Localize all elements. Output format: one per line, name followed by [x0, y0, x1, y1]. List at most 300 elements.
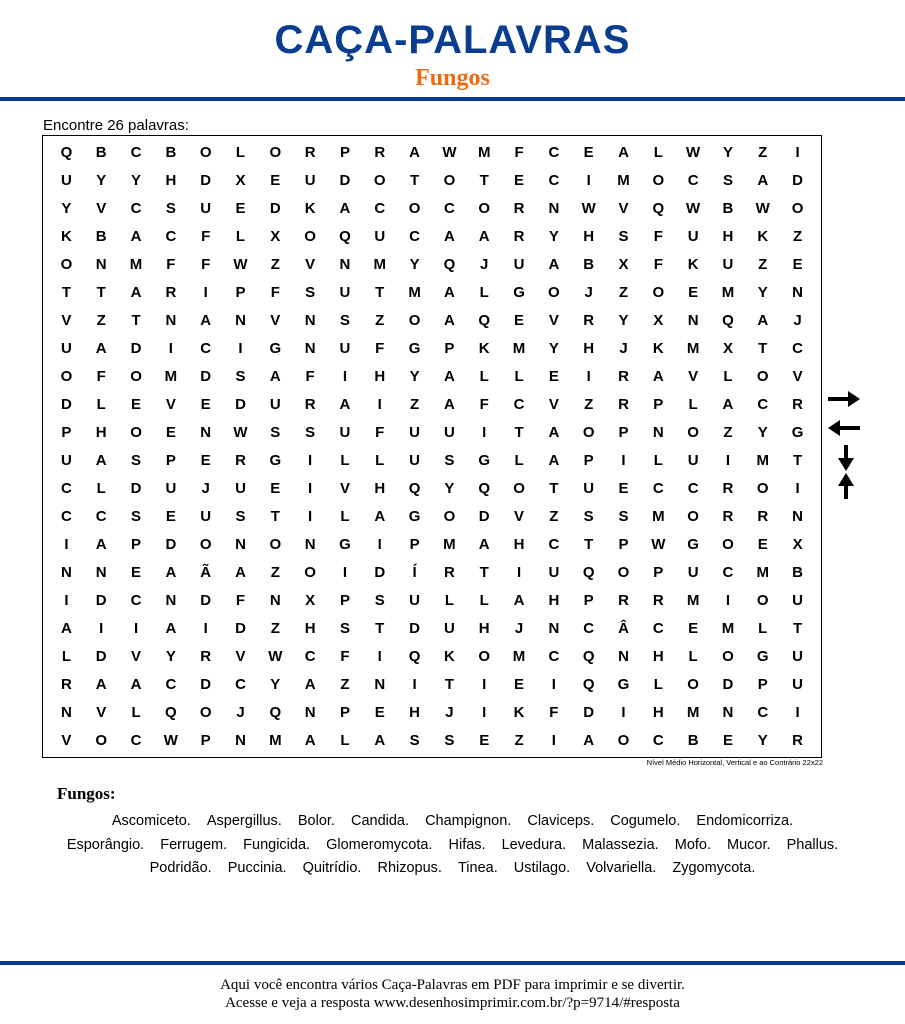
grid-letter: O [269, 536, 282, 554]
grid-letter: R [722, 508, 734, 526]
grid-letter: K [478, 339, 490, 357]
grid-letter: W [686, 143, 701, 161]
grid-letter: G [408, 339, 421, 357]
word-list-item: Ascomiceto. [111, 813, 191, 829]
grid-letter: Ã [200, 564, 212, 582]
grid-letter: F [270, 283, 280, 301]
grid-letter: A [478, 227, 490, 245]
grid-letter: G [617, 676, 630, 694]
footer-line-2: Acesse e veja a resposta www.desenhosimprimir.com.br/?p=9714/#resposta [225, 995, 680, 1011]
grid-letter: V [270, 311, 281, 329]
grid-letter: C [652, 732, 664, 750]
grid-letter: P [61, 423, 72, 441]
grid-letter: S [339, 311, 350, 329]
grid-letter: O [443, 508, 456, 526]
grid-letter: Z [758, 255, 768, 273]
grid-letter: U [409, 423, 420, 441]
grid-letter: P [339, 143, 350, 161]
grid-letter: Z [758, 143, 768, 161]
grid-letter: U [339, 423, 351, 441]
grid-letter: D [583, 704, 595, 722]
grid-letter: C [757, 704, 769, 722]
grid-letter: V [61, 732, 72, 750]
grid-letter: M [686, 592, 700, 610]
grid-letter: A [548, 452, 560, 469]
grid-letter: C [130, 592, 142, 610]
word-list-item: Puccinia. [227, 860, 287, 876]
grid-letter: T [375, 283, 385, 301]
grid-letter: R [722, 480, 734, 498]
grid-letter: I [99, 620, 104, 638]
grid-letter: U [548, 564, 560, 582]
grid-letter: O [199, 704, 212, 722]
grid-letter: O [130, 367, 142, 385]
grid-letter: T [792, 452, 803, 469]
grid-letter: C [513, 395, 525, 413]
word-list-item: Claviceps. [527, 813, 595, 829]
grid-letter: D [130, 480, 142, 498]
grid-letter: H [548, 592, 560, 610]
grid-letter: T [514, 423, 524, 441]
word-list-item: Volvariella. [586, 860, 657, 876]
grid-letter: E [688, 620, 699, 638]
grid-letter: H [374, 367, 386, 385]
grid-letter: A [165, 564, 177, 582]
grid-letter: M [443, 536, 456, 554]
grid-letter: A [339, 199, 351, 217]
grid-letter: C [652, 480, 664, 498]
grid-letter: U [687, 452, 699, 469]
grid-letter: A [130, 227, 142, 245]
grid-letter: F [653, 227, 663, 245]
grid-letter: R [618, 367, 629, 385]
grid-letter: C [60, 508, 72, 526]
grid-letter: J [445, 704, 454, 722]
grid-letter: X [792, 536, 803, 554]
grid-letter: N [722, 704, 734, 722]
grid-letter: S [235, 508, 246, 526]
grid-letter: P [618, 536, 629, 554]
grid-letter: I [377, 536, 382, 554]
grid-letter: F [653, 255, 663, 273]
grid-letter: V [61, 311, 72, 329]
grid-letter: S [235, 367, 246, 385]
grid-letter: A [618, 143, 629, 161]
grid-letter: A [95, 452, 107, 469]
grid-letter: T [375, 620, 385, 638]
grid-letter: R [200, 648, 212, 666]
grid-letter: N [652, 423, 664, 441]
grid-letter: Q [408, 648, 421, 666]
grid-letter: Y [757, 732, 768, 750]
page-title: CAÇA-PALAVRAS [274, 18, 631, 62]
grid-letter: I [482, 423, 487, 441]
grid-letter: E [618, 480, 629, 498]
grid-letter: A [409, 143, 420, 161]
grid-letter: Q [478, 480, 491, 498]
grid-letter: V [131, 648, 142, 666]
grid-letter: A [374, 508, 386, 526]
grid-letter: H [165, 171, 177, 189]
grid-letter: Z [723, 423, 733, 441]
grid-letter: O [408, 199, 421, 217]
grid-letter: M [721, 283, 735, 301]
word-list-item: Fungicida. [243, 836, 311, 853]
grid-letter: C [304, 648, 316, 666]
grid-letter: A [583, 732, 595, 750]
word-list-item: Zygomycota. [672, 860, 756, 876]
grid-letter: C [583, 620, 595, 638]
grid-letter: U [513, 255, 525, 273]
grid-letter: Y [548, 227, 559, 245]
grid-letter: R [165, 283, 177, 301]
grid-letter: J [584, 283, 593, 301]
grid-letter: B [583, 255, 595, 273]
grid-letter: O [443, 171, 456, 189]
grid-letter: L [479, 283, 489, 301]
grid-letter: A [757, 171, 769, 189]
grid-letter: F [166, 255, 176, 273]
grid-letter: N [304, 536, 316, 554]
word-list-item: Candida. [350, 813, 410, 829]
grid-letter: L [96, 480, 106, 498]
word-list-item: Bolor. [297, 813, 335, 829]
grid-letter: L [340, 508, 350, 526]
arrow-right-icon [827, 390, 861, 408]
grid-letter: I [725, 592, 731, 610]
grid-letter: C [235, 676, 246, 694]
grid-letter: N [235, 732, 246, 750]
grid-letter: M [617, 171, 630, 189]
grid-letter: Y [61, 199, 72, 217]
grid-letter: X [235, 171, 246, 189]
grid-letter: A [165, 620, 177, 638]
grid-letter: O [652, 171, 665, 189]
grid-letter: G [513, 283, 525, 301]
grid-letter: E [270, 480, 281, 498]
grid-letter: K [687, 255, 699, 273]
grid-letter: O [582, 423, 595, 441]
grid-letter: D [60, 395, 72, 413]
grid-letter: T [96, 283, 106, 301]
grid-letter: Y [96, 171, 107, 189]
grid-letter: F [375, 423, 385, 441]
grid-letter: Q [269, 704, 282, 722]
grid-letter: D [235, 620, 246, 638]
grid-letter: L [61, 648, 71, 666]
word-list-item: Tinea. [457, 860, 498, 876]
grid-letter: A [757, 311, 769, 329]
grid-letter: O [756, 367, 769, 385]
grid-letter: C [757, 395, 769, 413]
grid-letter: W [163, 732, 178, 750]
grid-letter: A [443, 311, 455, 329]
grid-letter: H [583, 339, 595, 357]
grid-letter: B [95, 143, 107, 161]
grid-letter: D [200, 171, 212, 189]
grid-letter: O [304, 227, 316, 245]
grid-letter: G [408, 508, 421, 526]
grid-letter: O [60, 255, 73, 273]
grid-letter: U [235, 480, 246, 498]
grid-letter: H [478, 620, 490, 638]
grid-letter: I [551, 676, 556, 694]
word-list-item: Glomeromycota. [326, 836, 433, 853]
grid-letter: U [409, 452, 420, 469]
grid-letter: W [442, 143, 457, 161]
grid-letter: M [721, 620, 735, 638]
grid-letter: G [339, 536, 351, 554]
word-list-heading: Fungos: [57, 784, 116, 803]
grid-letter: I [621, 452, 626, 469]
grid-letter: A [513, 592, 525, 610]
grid-letter: P [583, 592, 594, 610]
grid-letter: H [409, 704, 420, 722]
word-list-item: Mofo. [674, 836, 711, 853]
grid-letter: M [512, 339, 526, 357]
grid-letter: O [687, 508, 699, 526]
bottom-divider [0, 961, 905, 965]
grid-letter: M [652, 508, 665, 526]
grid-letter: Y [270, 676, 281, 694]
grid-letter: F [201, 227, 211, 245]
grid-letter: A [130, 676, 142, 694]
grid-letter: O [652, 283, 665, 301]
grid-letter: S [618, 227, 629, 245]
grid-letter: V [305, 255, 316, 273]
grid-letter: P [653, 395, 664, 413]
grid-letter: O [722, 536, 734, 554]
grid-letter: P [339, 704, 350, 722]
grid-letter: G [756, 648, 769, 666]
grid-letter: M [756, 564, 770, 582]
grid-letter: I [482, 676, 487, 694]
grid-letter: I [308, 452, 313, 469]
grid-letter: A [304, 676, 316, 694]
grid-letter: I [64, 592, 69, 610]
grid-letter: A [269, 367, 281, 385]
grid-letter: O [548, 283, 560, 301]
grid-letter: S [270, 423, 281, 441]
grid-letter: W [233, 255, 248, 273]
grid-letter: W [755, 199, 770, 217]
grid-letter: Y [618, 311, 629, 329]
top-divider [0, 97, 905, 101]
grid-letter: O [199, 143, 212, 161]
grid-letter: N [165, 592, 177, 610]
grid-letter: R [304, 143, 316, 161]
arrow-up-icon [836, 472, 856, 500]
grid-letter: S [131, 508, 142, 526]
grid-letter: I [482, 704, 487, 722]
grid-letter: K [652, 339, 664, 357]
grid-letter: A [722, 395, 734, 413]
grid-letter: N [548, 199, 560, 217]
grid-letter: U [60, 452, 72, 469]
word-list-item: Aspergillus. [206, 813, 282, 829]
grid-letter: T [479, 564, 489, 582]
grid-letter: N [95, 564, 107, 582]
grid-letter: H [513, 536, 525, 554]
grid-letter: P [409, 536, 420, 554]
grid-letter: U [409, 592, 420, 610]
grid-letter: E [374, 704, 385, 722]
grid-letter: L [479, 367, 489, 385]
grid-letter: V [339, 480, 350, 498]
grid-letter: S [131, 452, 142, 469]
grid-letter: M [408, 283, 421, 301]
grid-letter: U [60, 339, 72, 357]
grid-letter: U [792, 592, 803, 610]
grid-letter: I [203, 283, 208, 301]
grid-letter: Z [584, 395, 594, 413]
grid-letter: N [235, 536, 246, 554]
grid-letter: U [687, 227, 699, 245]
grid-letter: S [618, 508, 629, 526]
grid-letter: Y [757, 423, 768, 441]
grid-letter: L [653, 452, 663, 469]
grid-letter: A [443, 367, 455, 385]
grid-letter: O [617, 564, 630, 582]
grid-letter: P [757, 676, 768, 694]
grid-letter: C [165, 227, 177, 245]
grid-letter: I [308, 480, 313, 498]
grid-letter: I [725, 452, 731, 469]
grid-letter: U [583, 480, 595, 498]
grid-letter: A [235, 564, 246, 582]
grid-letter: U [60, 171, 72, 189]
grid-letter: I [342, 564, 348, 582]
grid-letter: F [479, 395, 489, 413]
grid-letter: U [339, 283, 351, 301]
grid-letter: T [758, 339, 768, 357]
grid-letter: R [618, 395, 629, 413]
word-list-item: Ferrugem. [160, 836, 228, 853]
grid-letter: R [513, 199, 525, 217]
grid-letter: F [235, 592, 246, 610]
grid-letter: R [235, 452, 246, 469]
grid-letter: E [514, 311, 525, 329]
grid-letter: B [165, 143, 177, 161]
grid-letter: T [131, 311, 141, 329]
grid-letter: E [131, 564, 142, 582]
grid-letter: L [235, 227, 246, 245]
grid-letter: E [688, 283, 699, 301]
grid-letter: U [792, 648, 803, 666]
grid-letter: N [687, 311, 699, 329]
grid-letter: I [586, 171, 591, 189]
grid-letter: I [377, 648, 382, 666]
grid-letter: Z [514, 732, 524, 750]
grid-letter: L [96, 395, 106, 413]
grid-letter: T [479, 171, 489, 189]
grid-letter: L [514, 367, 524, 385]
grid-letter: E [583, 143, 594, 161]
grid-letter: D [235, 395, 246, 413]
grid-letter: E [131, 395, 142, 413]
grid-letter: G [791, 423, 804, 441]
grid-letter: I [203, 620, 208, 638]
grid-letter: N [548, 620, 560, 638]
grid-letter: Q [60, 143, 73, 161]
grid-letter: I [586, 367, 591, 385]
grid-letter: V [548, 395, 559, 413]
grid-letter: S [722, 171, 733, 189]
grid-letter: H [304, 620, 316, 638]
grid-letter: L [688, 395, 698, 413]
grid-letter: R [618, 592, 629, 610]
grid-letter: X [618, 255, 629, 273]
grid-letter: S [583, 508, 594, 526]
grid-letter: E [757, 536, 768, 554]
grid-letter: Q [478, 311, 491, 329]
grid-letter: P [583, 452, 594, 469]
grid-letter: C [60, 480, 72, 498]
grid-letter: P [618, 423, 629, 441]
grid-letter: J [201, 480, 210, 498]
grid-letter: A [200, 311, 212, 329]
grid-letter: D [339, 171, 351, 189]
grid-letter: L [340, 732, 350, 750]
grid-letter: T [61, 283, 71, 301]
grid-letter: H [722, 227, 734, 245]
grid-letter: V [792, 367, 803, 385]
word-list-item: Mucor. [727, 836, 771, 853]
grid-letter: P [444, 339, 455, 357]
grid-letter: D [200, 592, 212, 610]
grid-letter: Z [375, 311, 385, 329]
grid-letter: C [548, 143, 560, 161]
grid-letter: I [621, 704, 626, 722]
grid-letter: I [133, 620, 139, 638]
grid-letter: A [130, 283, 142, 301]
grid-letter: S [444, 732, 455, 750]
grid-letter: C [548, 648, 560, 666]
grid-letter: G [269, 339, 282, 357]
grid-letter: E [514, 676, 525, 694]
grid-letter: B [792, 564, 803, 582]
grid-letter: R [792, 732, 803, 750]
grid-letter: N [792, 283, 803, 301]
grid-letter: W [581, 199, 596, 217]
grid-letter: Y [757, 283, 768, 301]
grid-letter: N [792, 508, 803, 526]
grid-letter: O [199, 536, 212, 554]
grid-letter: E [270, 171, 281, 189]
grid-letter: D [792, 171, 803, 189]
grid-letter: Q [443, 255, 456, 273]
grid-letter: W [233, 423, 248, 441]
grid-letter: X [270, 227, 281, 245]
grid-letter: C [130, 143, 142, 161]
grid-letter: U [443, 620, 455, 638]
grid-letter: A [443, 395, 455, 413]
instructions-text: Encontre 26 palavras: [43, 117, 189, 134]
grid-letter: U [165, 480, 177, 498]
grid-letter: F [96, 367, 106, 385]
grid-letter: A [95, 676, 107, 694]
grid-letter: Y [548, 339, 559, 357]
grid-letter: U [722, 255, 734, 273]
grid-letter: O [60, 367, 73, 385]
grid-letter: R [757, 508, 769, 526]
grid-letter: C [95, 508, 107, 526]
grid-letter: V [618, 199, 629, 217]
grid-letter: U [200, 199, 212, 217]
word-list-item: Podridão. [149, 860, 212, 876]
word-list-item: Endomicorriza. [696, 813, 794, 829]
grid-letter: H [652, 648, 664, 666]
